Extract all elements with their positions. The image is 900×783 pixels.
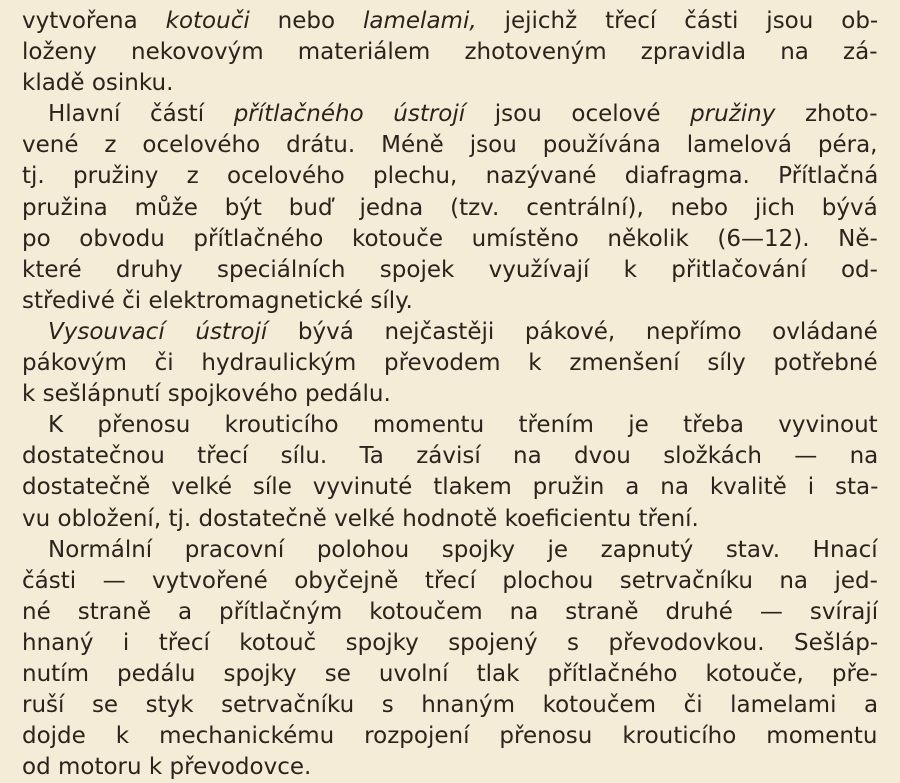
italic-term: lamelami, xyxy=(363,8,477,34)
italic-term: Vysouvací ústrojí xyxy=(48,318,268,345)
text-line xyxy=(22,659,878,690)
italic-term: kotouči xyxy=(165,8,250,34)
text-run: pákovým či hydraulickým převodem k zmenšení síly potřebné xyxy=(22,350,878,377)
text-line xyxy=(22,224,878,255)
text-run: pružina může být buď jedna (tzv. centrální), nebo jich bývá xyxy=(22,194,878,221)
text-line xyxy=(22,68,878,99)
text-run: kladě osinku. xyxy=(22,70,174,97)
text-run: né straně a přítlačným kotoučem na straně druhé — svírají xyxy=(22,598,878,625)
text-line xyxy=(22,286,878,317)
text-run: loženy nekovovým materiálem zhotoveným zpravidla na zá- xyxy=(22,39,878,66)
text-line xyxy=(22,130,878,161)
text-run: K přenosu krouticího momentu třením je třeba vyvinout xyxy=(48,412,878,439)
italic-term: přítlačného ústrojí xyxy=(233,101,466,128)
text-run: nebo xyxy=(249,8,364,34)
text-run: dostatečnou třecí sílu. Ta závisí na dvou složkách — na xyxy=(22,443,878,470)
text-run: bývá nejčastěji pákové, nepřímo ovládané xyxy=(267,318,878,345)
text-run: Hlavní částí xyxy=(48,101,234,128)
text-run: k sešlápnutí spojkového pedálu. xyxy=(22,381,391,408)
text-run: Normální pracovní polohou spojky je zapnutý stav. Hnací xyxy=(48,536,878,563)
body-text xyxy=(22,6,878,783)
text-line xyxy=(22,535,878,566)
text-line xyxy=(22,348,878,379)
text-run: tj. pružiny z ocelového plechu, nazývané diafragma. Přítlačná xyxy=(22,163,878,190)
text-run: vytvořena xyxy=(22,8,166,34)
paragraph xyxy=(22,6,878,99)
paragraph xyxy=(22,535,878,783)
text-run: dojde k mechanickému rozpojení přenosu krouticího momentu xyxy=(22,723,878,750)
text-line xyxy=(22,752,878,783)
paragraph xyxy=(22,410,878,534)
text-run: nutím pedálu spojky se uvolní tlak přítlačného kotouče, pře- xyxy=(22,660,878,687)
text-line xyxy=(22,597,878,628)
text-line xyxy=(22,255,878,286)
text-run: vu obložení, tj. dostatečně velké hodnotě koeficientu tření. xyxy=(22,505,699,532)
text-line xyxy=(22,37,878,68)
text-line xyxy=(22,441,878,472)
text-line xyxy=(22,410,878,441)
text-line xyxy=(22,566,878,597)
text-run: hnaný i třecí kotouč spojky spojený s převodovkou. Sešláp- xyxy=(22,629,878,656)
paragraph xyxy=(22,317,878,410)
italic-term: pružiny xyxy=(690,101,776,128)
text-line xyxy=(22,721,878,752)
text-run: jejichž třecí části jsou ob- xyxy=(476,8,878,34)
text-run: od motoru k převodovce. xyxy=(22,754,312,781)
text-line xyxy=(22,6,878,37)
text-line xyxy=(22,379,878,410)
text-run: zhoto- xyxy=(775,101,878,128)
text-run: středivé či elektromagnetické síly. xyxy=(22,287,413,314)
text-line xyxy=(22,628,878,659)
text-line xyxy=(22,504,878,535)
text-run: vené z ocelového drátu. Méně jsou používána lamelová péra, xyxy=(22,132,878,159)
text-line xyxy=(22,472,878,503)
text-run: po obvodu přítlačného kotouče umístěno několik (6—12). Ně- xyxy=(22,225,878,252)
text-run: části — vytvořené obyčejně třecí plochou setrvačníku na jed- xyxy=(22,567,878,594)
text-line xyxy=(22,193,878,224)
text-run: jsou ocelové xyxy=(465,101,691,128)
paragraph xyxy=(22,99,878,317)
text-run: ruší se styk setrvačníku s hnaným kotoučem či lamelami a xyxy=(22,692,878,719)
text-line xyxy=(22,99,878,130)
text-run: dostatečně velké síle vyvinuté tlakem pružin a na kvalitě i sta- xyxy=(22,474,878,501)
text-line xyxy=(22,317,878,348)
text-line xyxy=(22,161,878,192)
text-line xyxy=(22,690,878,721)
text-run: které druhy speciálních spojek využívají k přitlačování od- xyxy=(22,256,878,283)
